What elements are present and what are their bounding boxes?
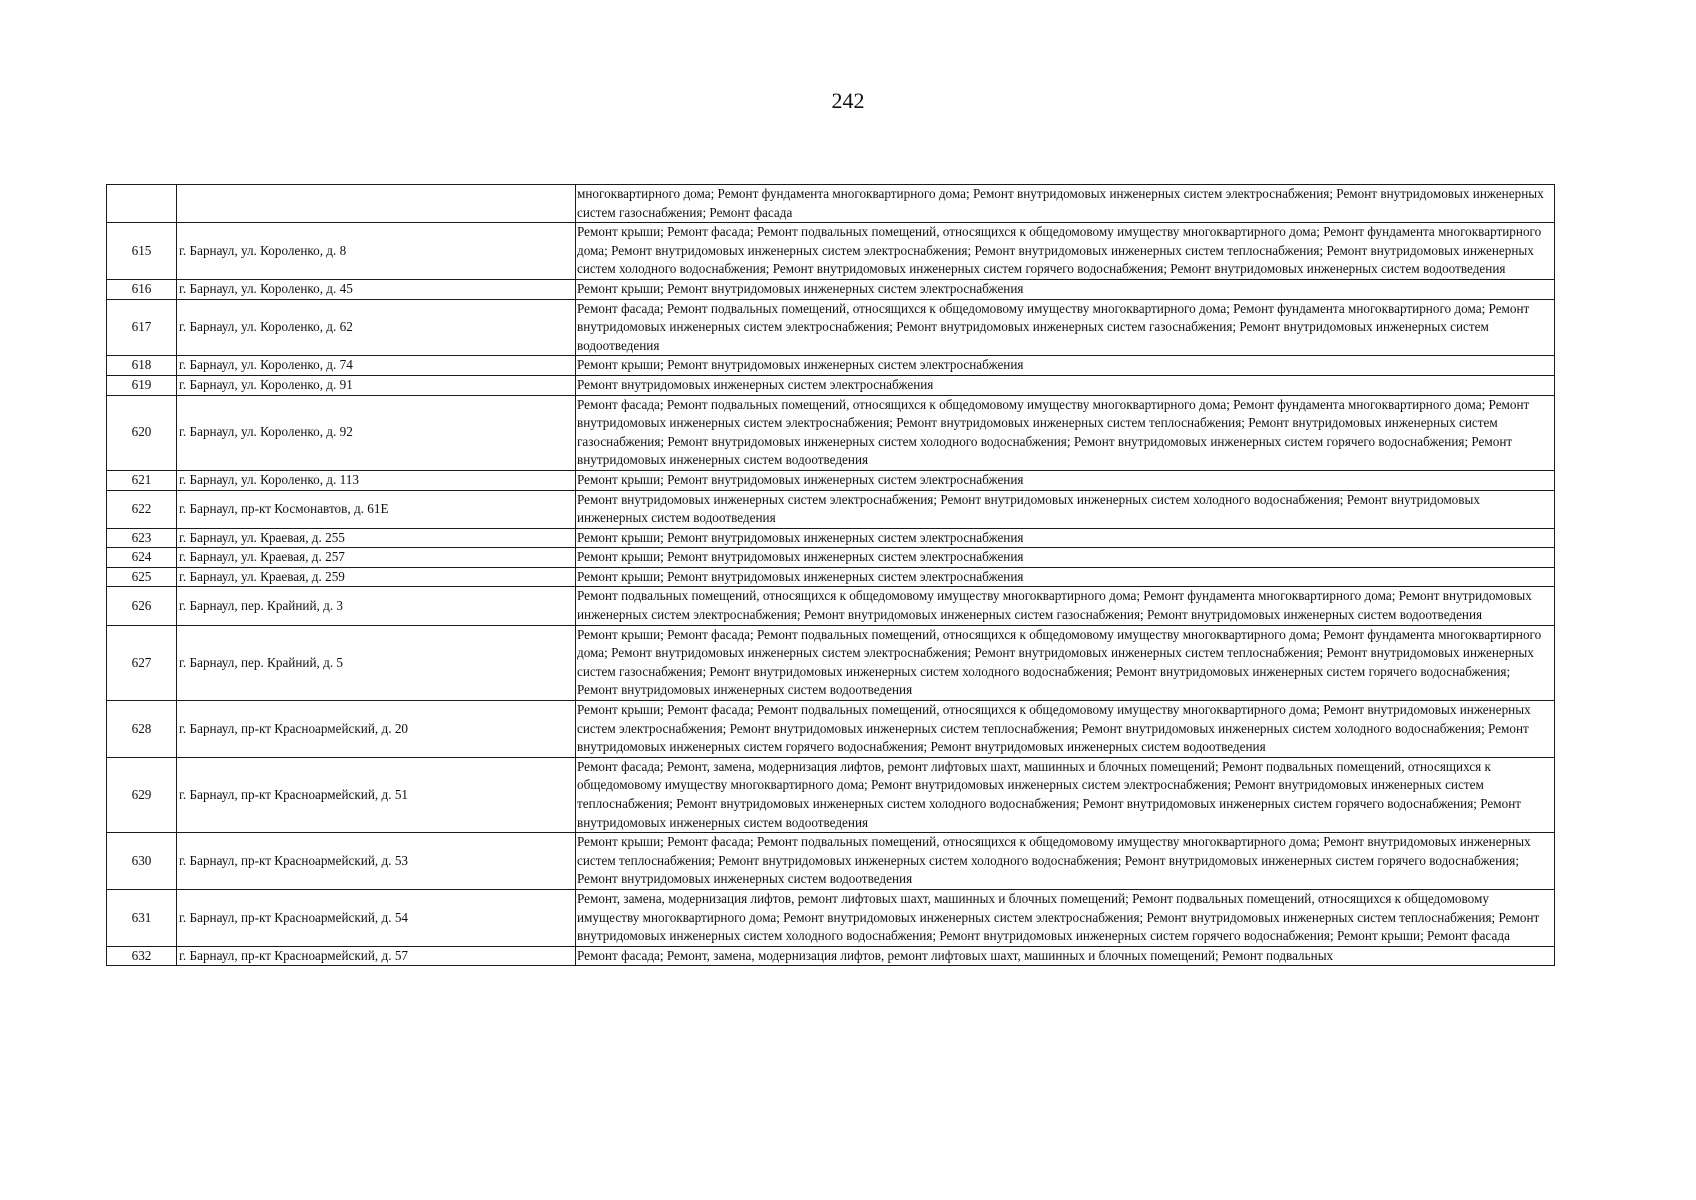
table-row <box>107 279 1555 299</box>
row-address: г. Барнаул, пр-кт Красноармейский, д. 54 <box>177 889 576 946</box>
row-address: г. Барнаул, пер. Крайний, д. 3 <box>177 587 576 625</box>
table-row <box>107 567 1555 587</box>
row-number: 629 <box>107 757 177 832</box>
row-works: Ремонт крыши; Ремонт внутридомовых инженерных систем электроснабжения <box>576 356 1555 376</box>
row-address: г. Барнаул, пр-кт Космонавтов, д. 61Е <box>177 490 576 528</box>
row-works: Ремонт подвальных помещений, относящихся к общедомовому имуществу многоквартирного дома; Ремонт фундамента многоквартирного дома; Ремонт внутридомовых инженерных систем электроснабжения; Ремонт внутридомовых инженерных систем газоснабжения; Ремонт внутридомовых инженерных систем водоотведения <box>576 587 1555 625</box>
row-works: Ремонт фасада; Ремонт подвальных помещений, относящихся к общедомовому имуществу многоквартирного дома; Ремонт фундамента многоквартирного дома; Ремонт внутридомовых инженерных систем электроснабжения; Ремонт внутридомовых инженерных систем теплоснабжения; Ремонт внутридомовых инженерных систем газоснабжения; Ремонт внутридомовых инженерных систем холодного водоснабжения; Ремонт внутридомовых инженерных систем горячего водоснабжения; Ремонт внутридомовых инженерных систем водоотведения <box>576 395 1555 470</box>
row-address: г. Барнаул, ул. Короленко, д. 74 <box>177 356 576 376</box>
row-works: Ремонт, замена, модернизация лифтов, ремонт лифтовых шахт, машинных и блочных помещений; Ремонт подвальных помещений, относящихся к общедомовому имуществу многоквартирного дома; Ремонт внутридомовых инженерных систем электроснабжения; Ремонт внутридомовых инженерных систем теплоснабжения; Ремонт внутридомовых инженерных систем холодного водоснабжения; Ремонт внутридомовых инженерных систем горячего водоснабжения; Ремонт крыши; Ремонт фасада <box>576 889 1555 946</box>
row-address: г. Барнаул, ул. Короленко, д. 92 <box>177 395 576 470</box>
row-works: Ремонт крыши; Ремонт фасада; Ремонт подвальных помещений, относящихся к общедомовому имуществу многоквартирного дома; Ремонт внутридомовых инженерных систем теплоснабжения; Ремонт внутридомовых инженерных систем холодного водоснабжения; Ремонт внутридомовых инженерных систем горячего водоснабжения; Ремонт внутридомовых инженерных систем водоотведения <box>576 833 1555 890</box>
row-number: 618 <box>107 356 177 376</box>
row-number: 627 <box>107 625 177 700</box>
table-row <box>107 356 1555 376</box>
row-address: г. Барнаул, ул. Короленко, д. 8 <box>177 223 576 280</box>
row-number: 625 <box>107 567 177 587</box>
table-row <box>107 185 1555 223</box>
row-works: многоквартирного дома; Ремонт фундамента многоквартирного дома; Ремонт внутридомовых инженерных систем электроснабжения; Ремонт внутридомовых инженерных систем газоснабжения; Ремонт фасада <box>576 185 1555 223</box>
table-row <box>107 223 1555 280</box>
table-row <box>107 528 1555 548</box>
row-number: 620 <box>107 395 177 470</box>
row-works: Ремонт крыши; Ремонт внутридомовых инженерных систем электроснабжения <box>576 470 1555 490</box>
row-number <box>107 185 177 223</box>
row-number: 616 <box>107 279 177 299</box>
row-number: 623 <box>107 528 177 548</box>
row-number: 632 <box>107 946 177 966</box>
table-row <box>107 833 1555 890</box>
row-works: Ремонт крыши; Ремонт фасада; Ремонт подвальных помещений, относящихся к общедомовому имуществу многоквартирного дома; Ремонт фундамента многоквартирного дома; Ремонт внутридомовых инженерных систем электроснабжения; Ремонт внутридомовых инженерных систем теплоснабжения; Ремонт внутридомовых инженерных систем газоснабжения; Ремонт внутридомовых инженерных систем холодного водоснабжения; Ремонт внутридомовых инженерных систем горячего водоснабжения; Ремонт внутридомовых инженерных систем водоотведения <box>576 625 1555 700</box>
row-number: 621 <box>107 470 177 490</box>
row-works: Ремонт крыши; Ремонт внутридомовых инженерных систем электроснабжения <box>576 279 1555 299</box>
table-row <box>107 299 1555 356</box>
row-number: 624 <box>107 548 177 568</box>
table-row <box>107 889 1555 946</box>
row-address: г. Барнаул, ул. Короленко, д. 62 <box>177 299 576 356</box>
table-row <box>107 946 1555 966</box>
row-address: г. Барнаул, пер. Крайний, д. 5 <box>177 625 576 700</box>
row-address: г. Барнаул, пр-кт Красноармейский, д. 51 <box>177 757 576 832</box>
row-address: г. Барнаул, ул. Краевая, д. 255 <box>177 528 576 548</box>
row-works: Ремонт крыши; Ремонт фасада; Ремонт подвальных помещений, относящихся к общедомовому имуществу многоквартирного дома; Ремонт фундамента многоквартирного дома; Ремонт внутридомовых инженерных систем электроснабжения; Ремонт внутридомовых инженерных систем теплоснабжения; Ремонт внутридомовых инженерных систем холодного водоснабжения; Ремонт внутридомовых инженерных систем горячего водоснабжения; Ремонт внутридомовых инженерных систем водоотведения <box>576 223 1555 280</box>
table-row <box>107 757 1555 832</box>
row-address: г. Барнаул, ул. Короленко, д. 113 <box>177 470 576 490</box>
row-address: г. Барнаул, пр-кт Красноармейский, д. 20 <box>177 701 576 758</box>
row-address: г. Барнаул, ул. Краевая, д. 257 <box>177 548 576 568</box>
table-row <box>107 395 1555 470</box>
row-works: Ремонт фасада; Ремонт, замена, модернизация лифтов, ремонт лифтовых шахт, машинных и блочных помещений; Ремонт подвальных <box>576 946 1555 966</box>
row-address: г. Барнаул, ул. Короленко, д. 45 <box>177 279 576 299</box>
repair-registry-table <box>106 184 1555 966</box>
row-works: Ремонт крыши; Ремонт внутридомовых инженерных систем электроснабжения <box>576 528 1555 548</box>
row-works: Ремонт фасада; Ремонт подвальных помещений, относящихся к общедомовому имуществу многоквартирного дома; Ремонт фундамента многоквартирного дома; Ремонт внутридомовых инженерных систем электроснабжения; Ремонт внутридомовых инженерных систем газоснабжения; Ремонт внутридомовых инженерных систем водоотведения <box>576 299 1555 356</box>
table-row <box>107 701 1555 758</box>
table-row <box>107 490 1555 528</box>
row-number: 622 <box>107 490 177 528</box>
row-number: 617 <box>107 299 177 356</box>
row-number: 631 <box>107 889 177 946</box>
row-address <box>177 185 576 223</box>
row-address: г. Барнаул, пр-кт Красноармейский, д. 57 <box>177 946 576 966</box>
row-works: Ремонт крыши; Ремонт внутридомовых инженерных систем электроснабжения <box>576 567 1555 587</box>
row-works: Ремонт внутридомовых инженерных систем электроснабжения <box>576 375 1555 395</box>
page-number: 242 <box>831 88 865 113</box>
table-row <box>107 470 1555 490</box>
row-works: Ремонт крыши; Ремонт фасада; Ремонт подвальных помещений, относящихся к общедомовому имуществу многоквартирного дома; Ремонт внутридомовых инженерных систем электроснабжения; Ремонт внутридомовых инженерных систем теплоснабжения; Ремонт внутридомовых инженерных систем холодного водоснабжения; Ремонт внутридомовых инженерных систем горячего водоснабжения; Ремонт внутридомовых инженерных систем водоотведения <box>576 701 1555 758</box>
table-row <box>107 625 1555 700</box>
row-address: г. Барнаул, пр-кт Красноармейский, д. 53 <box>177 833 576 890</box>
row-works: Ремонт фасада; Ремонт, замена, модернизация лифтов, ремонт лифтовых шахт, машинных и блочных помещений; Ремонт подвальных помещений, относящихся к общедомовому имуществу многоквартирного дома; Ремонт внутридомовых инженерных систем электроснабжения; Ремонт внутридомовых инженерных систем теплоснабжения; Ремонт внутридомовых инженерных систем холодного водоснабжения; Ремонт внутридомовых инженерных систем горячего водоснабжения; Ремонт внутридомовых инженерных систем водоотведения <box>576 757 1555 832</box>
row-address: г. Барнаул, ул. Короленко, д. 91 <box>177 375 576 395</box>
row-number: 628 <box>107 701 177 758</box>
table-row <box>107 548 1555 568</box>
row-number: 615 <box>107 223 177 280</box>
row-works: Ремонт внутридомовых инженерных систем электроснабжения; Ремонт внутридомовых инженерных систем холодного водоснабжения; Ремонт внутридомовых инженерных систем водоотведения <box>576 490 1555 528</box>
row-works: Ремонт крыши; Ремонт внутридомовых инженерных систем электроснабжения <box>576 548 1555 568</box>
row-number: 630 <box>107 833 177 890</box>
table-row <box>107 375 1555 395</box>
row-number: 619 <box>107 375 177 395</box>
row-address: г. Барнаул, ул. Краевая, д. 259 <box>177 567 576 587</box>
table-row <box>107 587 1555 625</box>
row-number: 626 <box>107 587 177 625</box>
